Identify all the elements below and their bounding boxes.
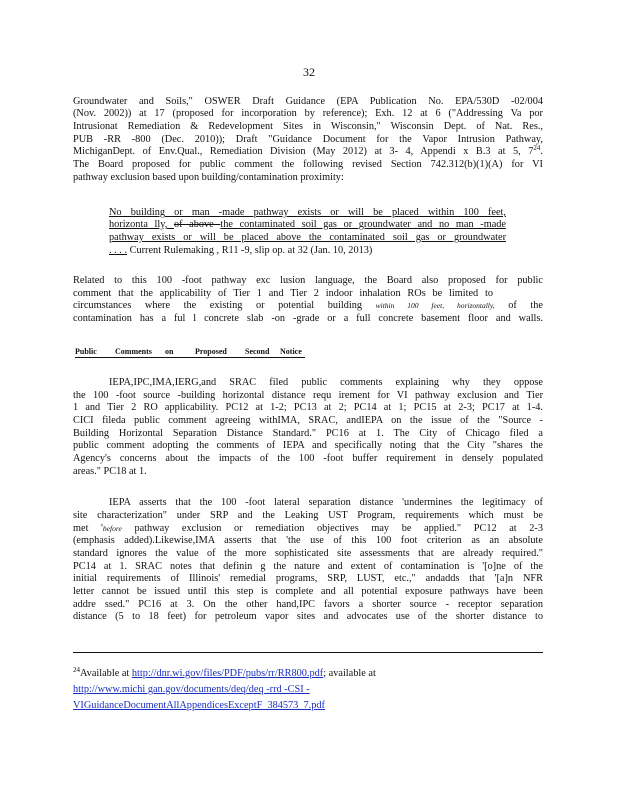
text-line: (Nov. 2002)) at 17 (proposed for incorporation by reference); Exh. 12 at 6 ("Addressing Va por — [73, 108, 543, 119]
text-line: comment that the applicability of Tier 1 and Tier 2 indoor inhalation ROs be limited to — [73, 288, 493, 299]
text-line: Related to this 100 -foot pathway exc lusion language, the Board also proposed for public — [73, 275, 543, 286]
text-line: initial requirements of Illinois' remedial programs, SRP, LUST, etc.," andadds that '[a]n NFR — [73, 573, 543, 584]
text-line: The Board proposed for public comment the following revised Section 742.312(b)(1)(A) for VI — [73, 159, 543, 170]
text-line: Building Horizontal Separation Distance Standard." PC16 at 1. The City of Chicago filed a — [73, 428, 543, 439]
footnote-link-mi[interactable]: http://www.michi gan.gov/documents/deq/deq -rrd -CSI - — [73, 684, 310, 695]
footnote-link-mi-cont[interactable]: VIGuidanceDocumentAllAppendicesExceptF_384573_7.pdf — [73, 700, 325, 711]
page-number: 32 — [303, 65, 315, 79]
text-line: circumstances where the existing or potential building within 100 feet, horizontally, of the — [73, 300, 543, 311]
quote-line: No building or man -made pathway exists or will be placed within 100 feet, — [109, 207, 506, 218]
footnote-divider — [73, 652, 543, 653]
footnote-line — [73, 684, 310, 696]
text-line: public comment adopting the comments of IEPA and specifically noting that the City "shares the — [73, 440, 543, 451]
text-line: Intrusionat Remediation & Redevelopment Sites in Wisconsin," Wisconsin Dept. of Nat. Res., — [73, 121, 543, 132]
footnote-line: $^{24}$Available at http://dnr.wi.gov/files/PDF/pubs/rr/RR800.pdf; available at — [73, 666, 376, 679]
text-line: CICI fileda public comment agreeing withIMA, SRAC, andIEPA on the issue of the "Source - — [73, 415, 543, 426]
text-line: MichiganDept. of Env.Qual., Remediation Division (May 2012) at 3- 4, Appendi x B.3 at 5, $7^{24}$. — [73, 144, 543, 157]
text-line: Agency's concerns about the impacts of the 100 -foot buffer requirement in densely populated — [73, 453, 543, 464]
text-line: letter cannot be issued until this step is complete and all potential exposure pathways have been — [73, 586, 543, 597]
text-line: standard ignores the value of the more sophisticated site assessments that are already required." — [73, 548, 543, 559]
text-line: 1 and Tier 2 RO applicability. PC12 at 1-2; PC13 at 2; PC14 at 1; PC15 at 2-3; PC17 at 1-4. — [73, 402, 543, 413]
text-line: contamination has a ful l concrete slab -on -grade or a full concrete basement floor and walls. — [73, 313, 543, 324]
quote-citation: . . . . Current Rulemaking , R11 -9, slip op. at 32 (Jan. 10, 2013) — [109, 245, 373, 256]
quote-line: pathway exists or will be placed above the contaminated soil gas or groundwater — [109, 232, 506, 243]
footnote-line — [73, 700, 325, 712]
text-line: met 'before pathway exclusion or remediation objectives may be applied." PC12 at 2-3 — [73, 523, 544, 534]
text-line: the 100 -foot source -building horizontal distance requ irement for VI pathway exclusion and Tier — [73, 390, 543, 401]
text-line: PC14 at 1. SRAC notes that definin g the nature and extent of contamination is '[o]ne of the — [73, 561, 543, 572]
text-line: addre ssed." PC16 at 3. On the other hand,IPC favors a shorter source - receptor separation — [73, 599, 543, 610]
footnote-number: 24 — [73, 666, 80, 674]
section-heading: Public Comments on Proposed Second Notice — [75, 346, 305, 358]
text-line: areas." PC18 at 1. — [73, 466, 147, 477]
italic-phrase: within 100 feet, horizontally, — [375, 301, 495, 310]
footnote-ref: 24 — [533, 144, 541, 152]
footnote-link-wi[interactable]: http://dnr.wi.gov/files/PDF/pubs/rr/RR800.pdf — [131, 668, 324, 679]
italic-word: before — [102, 524, 122, 533]
text-line: PUB -RR -800 (Dec. 2010)); Draft "Guidance Document for the Vapor Intrusion Pathway, — [73, 134, 543, 145]
quote-line: horizonta lly, of above the contaminated soil gas or groundwater and no man -made — [109, 219, 506, 230]
text-line: (emphasis added).Likewise,IMA asserts that 'the use of this 100 foot criterion as an absolute — [73, 535, 543, 546]
text-line: IEPA asserts that the 100 -foot lateral separation distance 'undermines the legitimacy of — [109, 497, 543, 508]
text-line: distance (5 to 18 feet) for petroleum vapor sites and advocates use of the shorter distance to — [73, 611, 543, 622]
text-line: IEPA,IPC,IMA,IERG,and SRAC filed public comments explaining why they oppose — [109, 377, 543, 388]
text-line: Groundwater and Soils," OSWER Draft Guidance (EPA Publication No. EPA/530D -02/004 — [73, 96, 543, 107]
text-line: pathway exclusion based upon building/contamination proximity: — [73, 172, 344, 183]
text-line: site characterization" under SRP and the Leaking UST Program, requirements which must be — [73, 510, 543, 521]
